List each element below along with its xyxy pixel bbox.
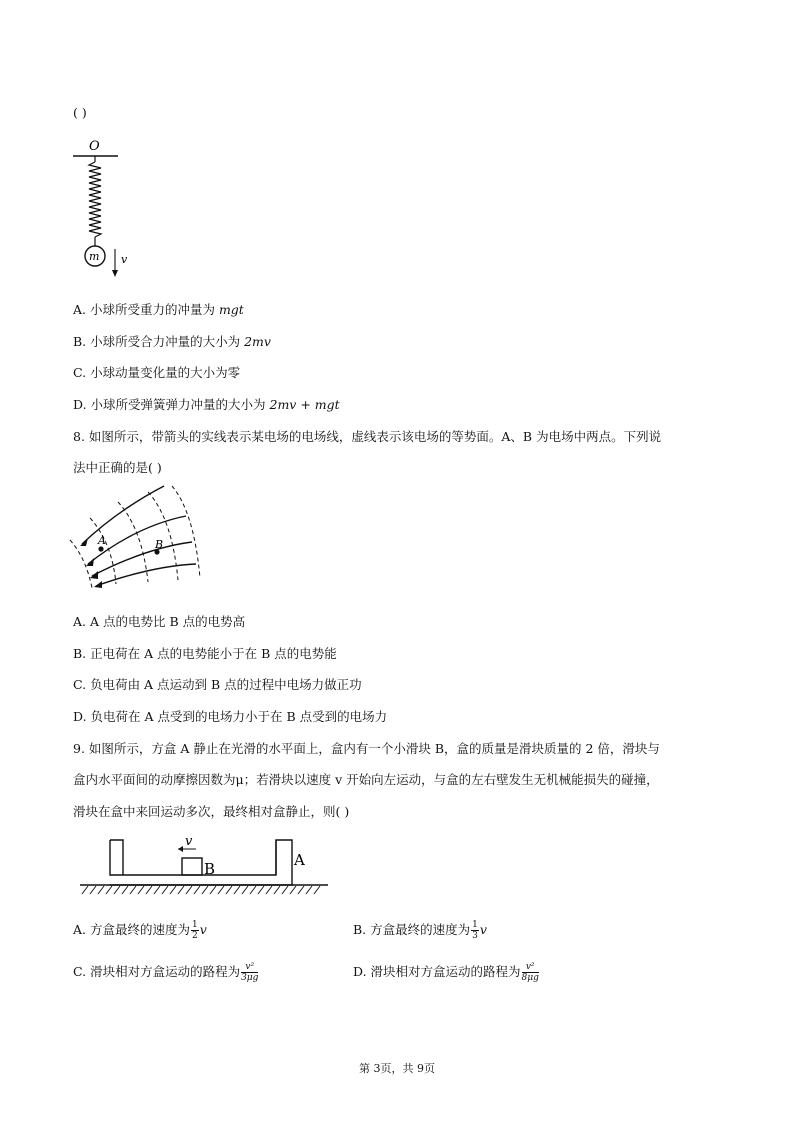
q9-option-c-num: v² bbox=[241, 962, 258, 973]
q9-option-c-text: C. 滑块相对方盒运动的路程为 bbox=[73, 964, 241, 979]
q9-option-c-fraction bbox=[241, 962, 258, 983]
q9-option-a-text: A. 方盒最终的速度为 bbox=[73, 922, 190, 937]
q7-option-c bbox=[73, 364, 240, 382]
q7-stem-tail: ( ) bbox=[73, 105, 87, 120]
q9-option-a-num: 1 bbox=[191, 920, 198, 930]
q7-spring-figure bbox=[70, 132, 140, 282]
q9-option-c-den: 3μg bbox=[241, 973, 259, 983]
q9-option-b-text: B. 方盒最终的速度为 bbox=[353, 922, 471, 937]
q9-option-c bbox=[73, 962, 259, 983]
q7-option-a-text: A. 小球所受重力的冲量为 bbox=[73, 302, 219, 317]
q8-option-b: B. 正电荷在 A 点的电势能小于在 B 点的电势能 bbox=[73, 646, 337, 661]
q9-option-d-text: D. 滑块相对方盒运动的路程为 bbox=[353, 964, 521, 979]
q8-stem-line1: 8. 如图所示，带箭头的实线表示某电场的电场线，虚线表示该电场的等势面。A、B 为电场中两点。下列说 bbox=[73, 429, 662, 444]
q9-option-b bbox=[353, 920, 487, 941]
q9-label-A: A bbox=[294, 851, 305, 869]
q7-option-c-text: C. 小球动量变化量的大小为零 bbox=[73, 365, 241, 380]
q7-option-d-math: 2mv + mgt bbox=[269, 397, 340, 412]
q8-field-figure bbox=[68, 480, 208, 595]
q7-option-a-math: mgt bbox=[218, 302, 244, 317]
q9-option-d-fraction bbox=[522, 962, 539, 983]
q8-label-B: B bbox=[155, 538, 164, 551]
q9-option-a-den: 2 bbox=[191, 931, 198, 941]
q7-option-b bbox=[73, 333, 271, 351]
q7-option-d bbox=[73, 396, 340, 414]
q9-stem-line1: 9. 如图所示，方盒 A 静止在光滑的水平面上，盒内有一个小滑块 B，盒的质量是滑块质量的 2 倍，滑块与 bbox=[73, 741, 660, 756]
q7-option-b-text: B. 小球所受合力冲量的大小为 bbox=[73, 334, 245, 349]
q8-option-d: D. 负电荷在 A 点受到的电场力小于在 B 点受到的电场力 bbox=[73, 709, 388, 724]
q9-option-d-num: v² bbox=[522, 962, 539, 973]
q9-option-b-suffix: v bbox=[479, 922, 487, 937]
q9-option-b-den: 3 bbox=[472, 931, 478, 941]
q7-label-v: v bbox=[121, 253, 128, 266]
q9-stem-line3: 滑块在盒中来回运动多次，最终相对盒静止，则( ) bbox=[73, 804, 350, 819]
q8-stem-line2: 法中正确的是( ) bbox=[73, 460, 162, 475]
page-footer: 第 3页，共 9页 bbox=[359, 1062, 435, 1075]
q9-option-a-fraction bbox=[191, 920, 199, 941]
q7-option-b-math: 2mv bbox=[244, 334, 271, 349]
q9-label-B: B bbox=[204, 860, 216, 878]
q9-option-b-num: 1 bbox=[472, 920, 478, 930]
q9-option-d-den: 8μg bbox=[521, 973, 539, 983]
q8-option-c: C. 负电荷由 A 点运动到 B 点的过程中电场力做正功 bbox=[73, 677, 362, 692]
q9-label-v: v bbox=[185, 834, 193, 849]
q9-box-figure bbox=[78, 830, 328, 900]
q9-stem-line2: 盒内水平面间的动摩擦因数为μ；若滑块以速度 v 开始向左运动，与盒的左右壁发生无机械能损失的碰撞， bbox=[73, 772, 659, 787]
q7-label-O: O bbox=[89, 139, 100, 154]
q7-option-d-text: D. 小球所受弹簧弹力冲量的大小为 bbox=[73, 397, 270, 412]
q9-option-a-suffix: v bbox=[199, 922, 207, 937]
q8-option-a: A. A 点的电势比 B 点的电势高 bbox=[73, 614, 246, 629]
q7-label-m: m bbox=[89, 250, 100, 263]
q9-option-a bbox=[73, 920, 207, 941]
q9-option-d bbox=[353, 962, 540, 983]
q7-option-a bbox=[73, 301, 244, 319]
q9-option-b-fraction bbox=[471, 920, 479, 941]
q8-label-A: A bbox=[98, 534, 106, 547]
